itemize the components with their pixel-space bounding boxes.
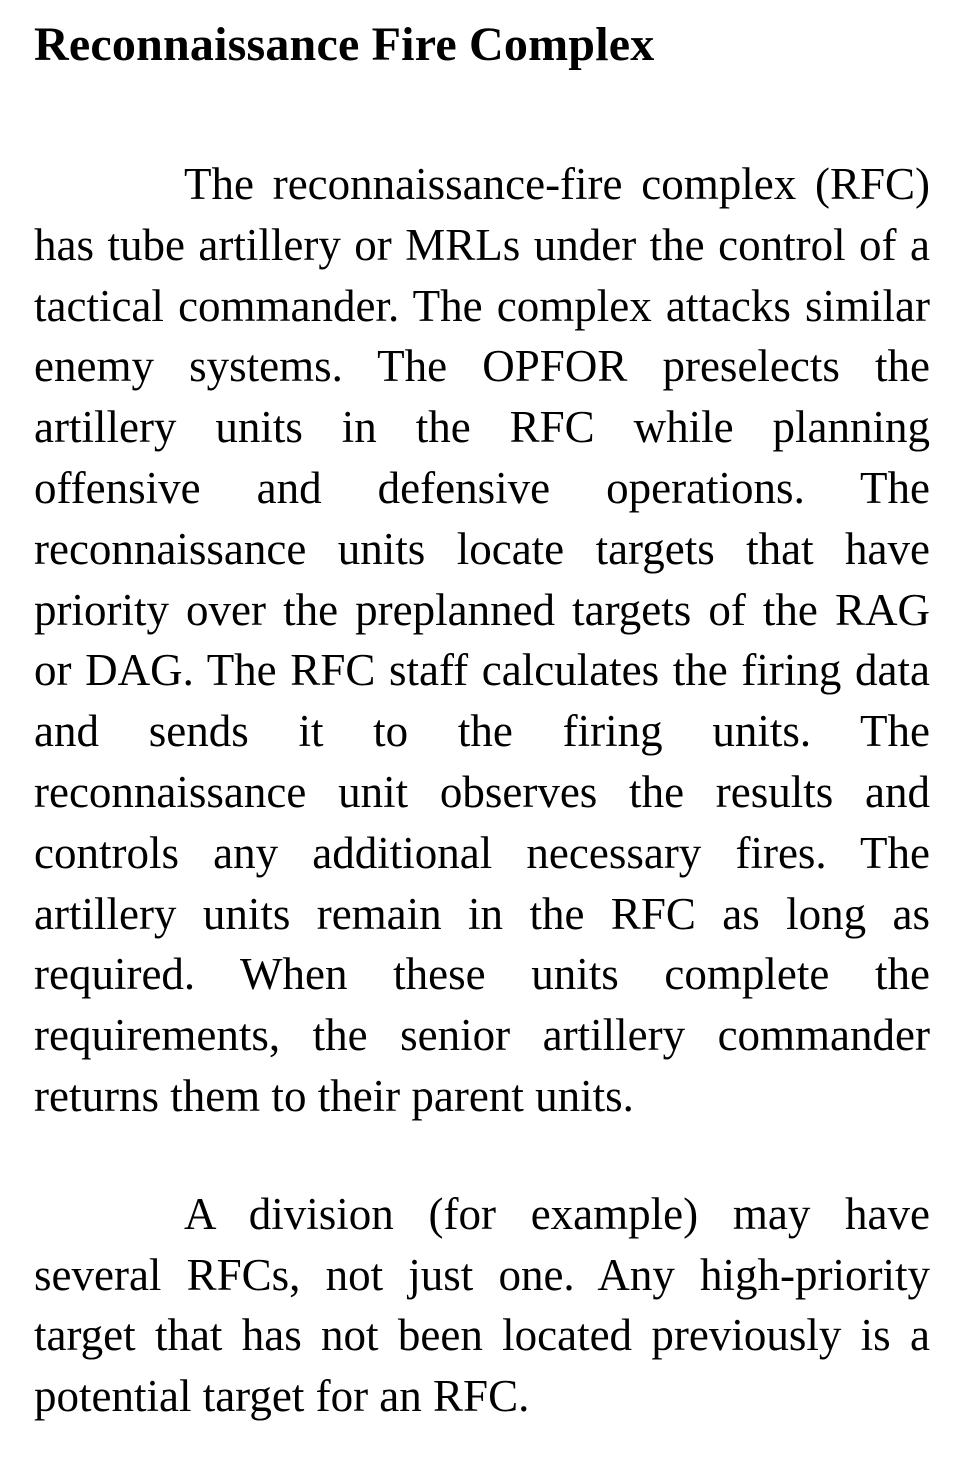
body-paragraph: The reconnaissance-fire complex (RFC) has tube artillery or MRLs under the control of a tactical commander. The complex attacks similar enemy systems. The OPFOR preselects the artillery units in the RFC while planning offensive and defensive operations. The reconnaissance units locate targets that have priority over the preplanned targets of the RAG or DAG. The RFC staff calculates the firing data and sends it to the firing units. The reconnaissance unit observes the results and controls any additional necessary fires. The artillery units remain in the RFC as long as required. When these units complete the requirements, the senior artillery commander returns them to their parent units. <box>34 159 930 1121</box>
section-heading: Reconnaissance Fire Complex <box>34 18 655 71</box>
document-page <box>34 14 930 1427</box>
body-paragraph: A division (for example) may have several RFCs, not just one. Any high-priority target that has not been located previously is a potential target for an RFC. <box>34 1188 930 1422</box>
